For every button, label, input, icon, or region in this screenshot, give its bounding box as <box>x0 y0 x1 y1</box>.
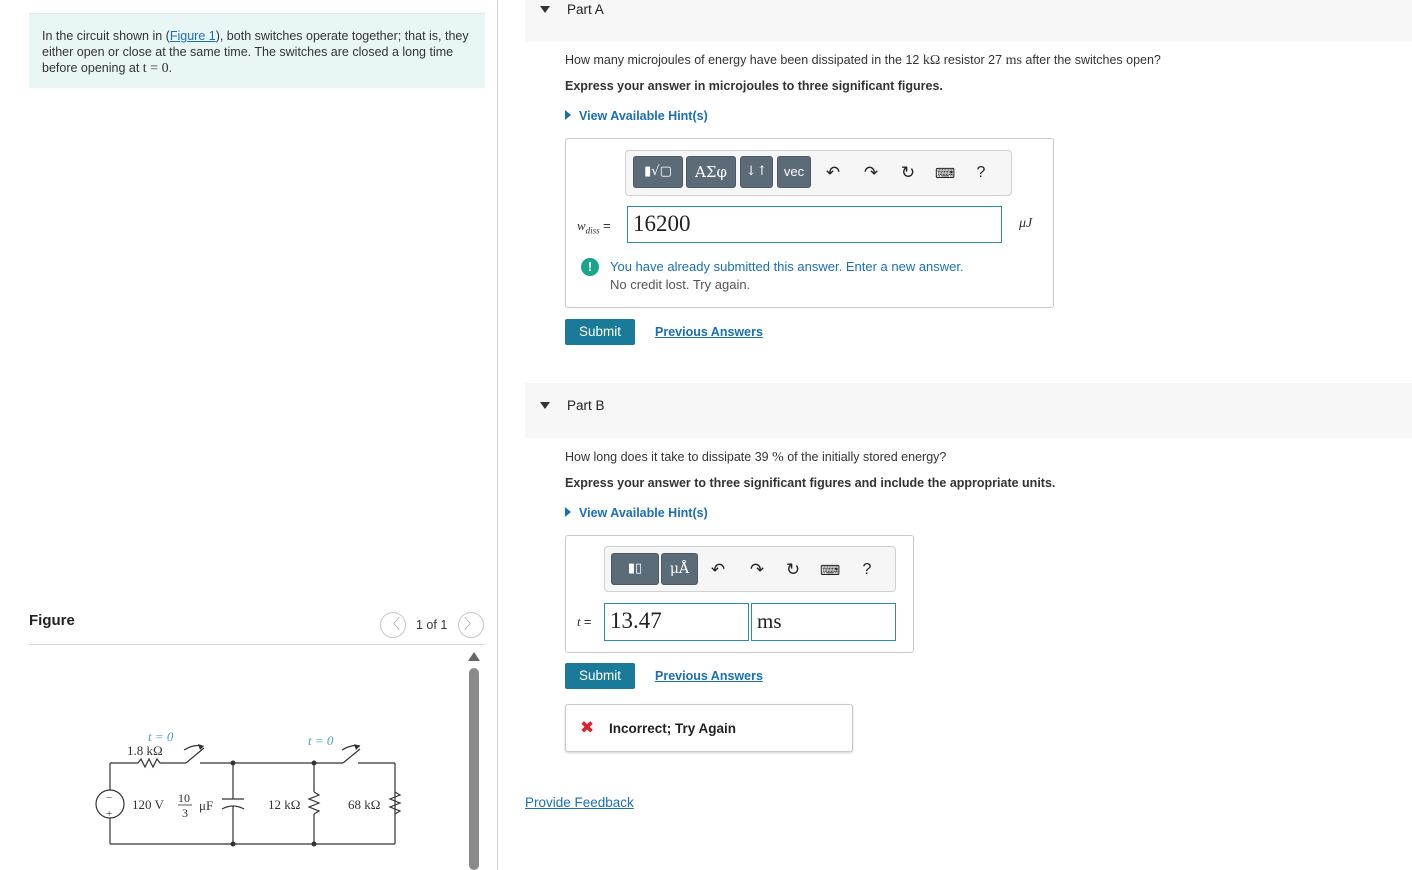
figure-scrollbar-thumb[interactable] <box>469 668 479 870</box>
redo-icon[interactable]: ↷ <box>749 560 765 579</box>
caret-down-icon[interactable] <box>540 402 550 409</box>
help-button[interactable]: ? <box>862 561 872 578</box>
var-equals: = <box>602 218 611 233</box>
exclamation-icon: ! <box>581 258 599 276</box>
source-minus: − <box>106 792 113 804</box>
resistor-mid-label: 12 kΩ <box>268 797 301 812</box>
close-x-icon: ✖ <box>580 718 595 737</box>
resistor-series-label: 1.8 kΩ <box>127 743 163 758</box>
figure-prev-button[interactable] <box>380 612 406 638</box>
qa-pre: How many microjoules of energy have been dissipated in the 12 <box>565 53 923 67</box>
part-a-variable-label <box>577 218 611 236</box>
figure-next-button[interactable] <box>458 612 484 638</box>
help-button[interactable]: ? <box>976 164 986 181</box>
circuit-diagram <box>88 722 408 852</box>
resistor-right-label: 68 kΩ <box>348 797 381 812</box>
hint-text: View Available Hint(s) <box>579 506 708 520</box>
var-w: w <box>577 218 586 233</box>
part-a-unit-label: μJ <box>1019 216 1033 231</box>
part-a-hint-link[interactable] <box>565 109 708 123</box>
feedback-line-2: No credit lost. Try again. <box>610 277 751 292</box>
part-b-value-input[interactable]: 13.47 <box>604 603 749 641</box>
source-plus: + <box>106 808 113 820</box>
part-b-result-box <box>565 704 853 752</box>
part-a-title: Part A <box>567 2 604 17</box>
undo-icon[interactable]: ↶ <box>710 560 726 579</box>
figure-pager-text: 1 of 1 <box>416 618 448 632</box>
units-button[interactable]: μÅ <box>661 553 698 585</box>
part-a-instruction: Express your answer in microjoules to three significant figures. <box>565 79 943 93</box>
intro-text: In the circuit shown in ( <box>42 29 170 43</box>
cap-unit-label: μF <box>199 798 214 813</box>
switch-left-label: t = 0 <box>148 729 174 744</box>
part-a-question <box>565 53 1161 69</box>
part-a-answer-input[interactable]: 16200 <box>627 206 1002 243</box>
figure-label: Figure <box>29 612 75 629</box>
greek-button[interactable]: ΑΣφ <box>686 156 736 188</box>
templates-button[interactable]: ▮√▢ <box>633 156 683 188</box>
cap-denominator: 3 <box>182 806 188 820</box>
part-b-hint-link[interactable] <box>565 506 708 520</box>
part-a-submit-button[interactable]: Submit <box>565 319 635 345</box>
problem-intro <box>29 13 485 88</box>
source-label: 120 V <box>132 797 164 812</box>
qa-unit2: ms <box>1005 53 1022 68</box>
qa-post: after the switches open? <box>1021 53 1161 67</box>
figure-divider <box>29 644 485 645</box>
part-b-previous-answers-link[interactable]: Previous Answers <box>655 669 763 683</box>
intro-math: t = 0 <box>142 61 169 76</box>
part-a-header[interactable] <box>525 0 1412 42</box>
triangle-right-icon <box>565 110 571 120</box>
reset-icon[interactable]: ↻ <box>900 163 916 182</box>
intro-end: . <box>168 61 173 75</box>
qb-pre: How long does it take to dissipate 39 <box>565 450 773 464</box>
qa-unit1: kΩ <box>922 53 941 68</box>
intro-text-cont: ), both switches operate together; that is, they either open or close at the same time. The switches are closed a long time before opening at <box>42 29 469 75</box>
feedback-line-1: You have already submitted this answer. Enter a new answer. <box>610 259 964 274</box>
qb-post: of the initially stored energy? <box>783 450 947 464</box>
part-b-title: Part B <box>567 398 605 413</box>
cap-numerator: 10 <box>178 791 190 805</box>
part-b-instruction: Express your answer to three significant figures and include the appropriate units. <box>565 476 1056 490</box>
keyboard-icon[interactable]: ⌨ <box>819 562 841 578</box>
undo-icon[interactable]: ↶ <box>825 163 841 182</box>
switch-right-label: t = 0 <box>308 733 334 748</box>
figure-link[interactable]: Figure 1 <box>169 29 216 43</box>
var-equals: = <box>583 614 592 629</box>
provide-feedback-link[interactable]: Provide Feedback <box>525 795 634 810</box>
part-a-feedback <box>610 258 964 294</box>
part-a-previous-answers-link[interactable]: Previous Answers <box>655 325 763 339</box>
templates-button[interactable]: ▮▯ <box>611 553 659 585</box>
chevron-right-icon: 〉 <box>464 616 478 632</box>
part-b-variable-label <box>577 614 591 630</box>
part-b-header[interactable] <box>525 383 1412 438</box>
part-b-unit-input[interactable]: ms <box>751 603 896 641</box>
keyboard-icon[interactable]: ⌨ <box>934 165 956 181</box>
qa-mid: resistor 27 <box>940 53 1006 67</box>
hint-text: View Available Hint(s) <box>579 109 708 123</box>
arrows-button[interactable]: ↓↑ <box>740 156 773 188</box>
reset-icon[interactable]: ↻ <box>785 560 801 579</box>
caret-down-icon[interactable] <box>540 6 550 13</box>
var-t: t <box>577 614 581 629</box>
pane-divider <box>497 0 498 870</box>
var-sub: diss <box>585 225 600 236</box>
scroll-up-arrow-icon[interactable] <box>468 652 480 661</box>
part-b-submit-button[interactable]: Submit <box>565 663 635 689</box>
part-b-question <box>565 450 946 466</box>
qb-pct: % <box>772 450 784 465</box>
vec-button[interactable]: vec <box>777 156 811 188</box>
redo-icon[interactable]: ↷ <box>863 163 879 182</box>
triangle-right-icon <box>565 507 571 517</box>
part-b-result-text: Incorrect; Try Again <box>609 721 737 736</box>
chevron-left-icon: 〈 <box>386 616 400 632</box>
